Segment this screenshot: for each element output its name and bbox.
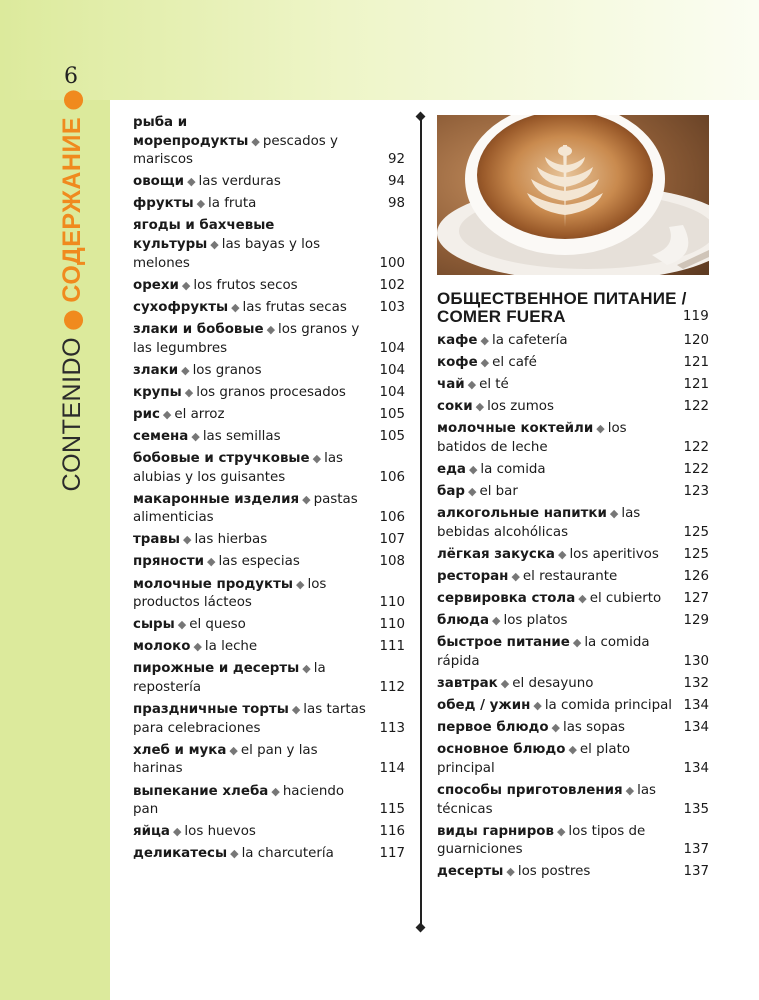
toc-entry-page: 134 bbox=[683, 760, 709, 776]
toc-entry-russian: десерты bbox=[437, 864, 504, 880]
toc-left-column bbox=[133, 114, 405, 867]
side-title-cyrillic: СОДЕРЖАНИЕ bbox=[58, 116, 86, 303]
toc-entry-spanish: el queso bbox=[189, 617, 246, 633]
bullet-dot-icon: ● bbox=[57, 308, 86, 331]
diamond-separator-icon: ◆ bbox=[511, 570, 520, 584]
toc-entry[interactable] bbox=[133, 742, 405, 779]
diamond-separator-icon: ◆ bbox=[468, 463, 478, 477]
toc-entry-spanish: la charcutería bbox=[241, 846, 334, 862]
toc-entry-spanish: los postres bbox=[517, 864, 591, 880]
toc-entry-page: 114 bbox=[379, 761, 405, 777]
toc-entry[interactable] bbox=[437, 332, 709, 351]
toc-entry-page: 104 bbox=[379, 384, 405, 400]
toc-entry-page: 120 bbox=[683, 333, 709, 348]
toc-entry-spanish: el desayuno bbox=[512, 676, 594, 691]
toc-entry-russian: ягоды и бахчевые культуры bbox=[133, 218, 275, 253]
diamond-separator-icon: ◆ bbox=[177, 618, 187, 632]
toc-entry-page: 110 bbox=[379, 617, 405, 633]
toc-entry-page: 104 bbox=[379, 362, 405, 378]
toc-entry[interactable] bbox=[437, 719, 709, 738]
toc-entry[interactable] bbox=[133, 701, 405, 738]
toc-entry-spanish: las técnicas bbox=[437, 782, 656, 817]
bullet-dot-icon: ● bbox=[57, 88, 86, 111]
toc-entry-page: 127 bbox=[683, 591, 709, 607]
diamond-separator-icon: ◆ bbox=[187, 175, 196, 189]
toc-entry-page: 111 bbox=[379, 639, 405, 655]
toc-entry-russian: ресторан bbox=[437, 569, 509, 585]
toc-entry[interactable] bbox=[133, 277, 405, 296]
toc-entry-page: 94 bbox=[387, 174, 405, 190]
toc-entry-russian: завтрак bbox=[437, 676, 498, 691]
toc-entry-russian: молочные продукты bbox=[133, 576, 293, 592]
toc-entry-russian: овощи bbox=[133, 174, 185, 190]
toc-entry-spanish: el restaurante bbox=[522, 569, 618, 585]
toc-entry-russian: яйца bbox=[133, 824, 170, 840]
diamond-separator-icon: ◆ bbox=[251, 134, 260, 148]
toc-entry-spanish: la comida principal bbox=[544, 698, 673, 714]
toc-entry-page: 137 bbox=[683, 842, 709, 858]
toc-right-column bbox=[437, 332, 709, 885]
page-number: 6 bbox=[64, 64, 78, 89]
toc-entry[interactable] bbox=[437, 461, 709, 480]
toc-entry-russian: пряности bbox=[133, 554, 204, 570]
toc-entry-spanish: la cafetería bbox=[491, 333, 568, 348]
toc-entry-russian: виды гарниров bbox=[437, 823, 554, 839]
toc-entry-russian: блюда bbox=[437, 613, 490, 629]
toc-entry[interactable] bbox=[133, 114, 405, 170]
toc-entry[interactable] bbox=[437, 634, 709, 671]
coffee-photo bbox=[437, 115, 709, 275]
toc-entry-spanish: las alubias y los guisantes bbox=[133, 451, 344, 485]
toc-entry-spanish: los huevos bbox=[184, 824, 256, 840]
toc-entry-page: 106 bbox=[379, 469, 405, 485]
diamond-separator-icon: ◆ bbox=[182, 533, 192, 547]
toc-entry-russian: орехи bbox=[133, 277, 179, 293]
toc-entry-spanish: los granos bbox=[192, 362, 262, 378]
toc-entry-russian: фрукты bbox=[133, 196, 194, 212]
toc-entry-russian: бар bbox=[437, 484, 465, 500]
diamond-separator-icon: ◆ bbox=[266, 322, 276, 336]
toc-entry[interactable] bbox=[437, 863, 709, 882]
toc-entry-page: 130 bbox=[683, 653, 709, 669]
toc-entry[interactable] bbox=[133, 195, 405, 214]
diamond-separator-icon: ◆ bbox=[551, 721, 560, 735]
diamond-separator-icon: ◆ bbox=[596, 422, 605, 436]
diamond-separator-icon: ◆ bbox=[291, 703, 301, 717]
toc-entry-spanish: la comida rápida bbox=[437, 635, 650, 669]
toc-entry-page: 132 bbox=[683, 676, 709, 691]
toc-entry-russian: пирожные и десерты bbox=[133, 661, 300, 677]
diamond-separator-icon: ◆ bbox=[191, 429, 200, 443]
toc-entry[interactable] bbox=[133, 217, 405, 273]
diamond-separator-icon: ◆ bbox=[196, 197, 206, 211]
toc-entry[interactable] bbox=[437, 398, 709, 417]
toc-entry-page: 121 bbox=[683, 355, 709, 371]
diamond-separator-icon: ◆ bbox=[578, 592, 587, 606]
toc-entry-page: 134 bbox=[683, 698, 709, 714]
diamond-separator-icon: ◆ bbox=[231, 300, 240, 314]
toc-entry-spanish: la repostería bbox=[133, 661, 326, 696]
diamond-separator-icon: ◆ bbox=[467, 485, 477, 499]
section-title-ru: ОБЩЕСТВЕННОЕ ПИТАНИЕ / bbox=[437, 289, 687, 308]
toc-entry-russian: макаронные изделия bbox=[133, 491, 300, 507]
toc-entry-spanish: el arroz bbox=[174, 406, 225, 422]
diamond-separator-icon: ◆ bbox=[506, 865, 515, 879]
toc-entry-page: 105 bbox=[379, 406, 405, 422]
toc-entry[interactable] bbox=[133, 845, 405, 864]
side-band bbox=[0, 100, 110, 1000]
diamond-separator-icon: ◆ bbox=[557, 547, 567, 561]
diamond-separator-icon: ◆ bbox=[533, 699, 542, 713]
toc-entry[interactable] bbox=[133, 660, 405, 697]
toc-entry-spanish: el cubierto bbox=[589, 591, 662, 607]
toc-entry-russian: злаки и бобовые bbox=[133, 321, 264, 337]
toc-entry-spanish: el plato principal bbox=[437, 742, 631, 776]
toc-entry-spanish: el té bbox=[479, 377, 509, 393]
toc-entry-page: 108 bbox=[379, 554, 405, 570]
toc-entry-spanish: haciendo pan bbox=[133, 783, 345, 818]
diamond-separator-icon: ◆ bbox=[312, 452, 322, 465]
diamond-separator-icon: ◆ bbox=[556, 824, 566, 838]
toc-entry[interactable] bbox=[437, 420, 709, 457]
toc-entry-spanish: las hierbas bbox=[194, 532, 268, 548]
toc-entry-russian: алкогольные напитки bbox=[437, 506, 607, 522]
toc-entry-spanish: la comida bbox=[480, 462, 546, 478]
diamond-separator-icon: ◆ bbox=[302, 662, 311, 676]
diamond-separator-icon: ◆ bbox=[492, 614, 501, 628]
diamond-separator-icon: ◆ bbox=[193, 640, 202, 654]
toc-entry-russian: основное блюдо bbox=[437, 742, 566, 758]
toc-entry-spanish: los batidos de leche bbox=[437, 421, 627, 455]
toc-entry-russian: праздничные торты bbox=[133, 702, 289, 718]
toc-entry-page: 122 bbox=[683, 439, 709, 455]
toc-entry[interactable] bbox=[133, 638, 405, 657]
diamond-separator-icon: ◆ bbox=[480, 334, 489, 347]
diamond-separator-icon: ◆ bbox=[480, 356, 490, 370]
diamond-separator-icon: ◆ bbox=[210, 238, 219, 252]
toc-entry-page: 107 bbox=[379, 532, 405, 548]
toc-entry-russian: рыба и морепродукты bbox=[133, 115, 249, 149]
toc-entry-spanish: pastas alimenticias bbox=[133, 491, 358, 526]
diamond-separator-icon: ◆ bbox=[568, 743, 577, 757]
toc-entry-spanish: la fruta bbox=[208, 196, 257, 212]
toc-entry[interactable] bbox=[437, 568, 709, 587]
toc-entry[interactable] bbox=[133, 531, 405, 550]
toc-entry[interactable] bbox=[133, 362, 405, 381]
toc-entry-russian: обед / ужин bbox=[437, 698, 531, 714]
toc-entry-spanish: el café bbox=[492, 355, 537, 371]
toc-entry[interactable] bbox=[133, 173, 405, 192]
diamond-separator-icon: ◆ bbox=[271, 784, 280, 798]
toc-entry-page: 100 bbox=[379, 255, 405, 271]
toc-entry[interactable] bbox=[133, 553, 405, 572]
toc-entry[interactable] bbox=[437, 483, 709, 502]
toc-entry-page: 121 bbox=[683, 377, 709, 393]
toc-entry-spanish: los productos lácteos bbox=[133, 576, 327, 611]
toc-entry-spanish: las bebidas alcohólicas bbox=[437, 506, 641, 540]
toc-entry[interactable] bbox=[437, 741, 709, 778]
diamond-separator-icon: ◆ bbox=[206, 555, 216, 569]
diamond-separator-icon: ◆ bbox=[609, 507, 619, 521]
diamond-separator-icon: ◆ bbox=[172, 825, 182, 839]
toc-entry-russian: способы приготовления bbox=[437, 782, 623, 798]
section-heading bbox=[437, 290, 709, 326]
toc-entry-russian: соки bbox=[437, 399, 473, 415]
toc-entry-page: 92 bbox=[387, 152, 405, 168]
toc-entry-russian: еда bbox=[437, 462, 466, 478]
side-title-latin: CONTENIDO bbox=[58, 336, 86, 492]
toc-entry-spanish: pescados y mariscos bbox=[133, 133, 338, 168]
toc-entry-russian: лёгкая закуска bbox=[437, 546, 555, 562]
toc-entry-russian: травы bbox=[133, 532, 180, 548]
toc-entry[interactable] bbox=[437, 697, 709, 716]
diamond-separator-icon: ◆ bbox=[302, 492, 311, 506]
toc-entry-russian: чай bbox=[437, 377, 465, 393]
toc-entry[interactable] bbox=[133, 321, 405, 358]
section-page-number: 119 bbox=[682, 309, 709, 324]
toc-entry[interactable] bbox=[133, 384, 405, 403]
toc-entry-spanish: la leche bbox=[204, 639, 258, 655]
toc-entry[interactable] bbox=[133, 576, 405, 613]
toc-entry-spanish: los granos y las legumbres bbox=[133, 321, 360, 356]
toc-entry[interactable] bbox=[133, 299, 405, 318]
toc-entry-page: 106 bbox=[379, 510, 405, 526]
toc-entry-page: 129 bbox=[683, 613, 709, 629]
header-band bbox=[0, 0, 759, 100]
toc-entry[interactable] bbox=[437, 354, 709, 373]
toc-entry-spanish: las frutas secas bbox=[242, 299, 347, 315]
diamond-separator-icon: ◆ bbox=[184, 385, 194, 399]
toc-entry-page: 115 bbox=[379, 802, 405, 818]
toc-entry-russian: бобовые и стручковые bbox=[133, 451, 310, 466]
toc-entry-spanish: las especias bbox=[218, 554, 300, 570]
toc-entry-page: 126 bbox=[683, 569, 709, 585]
toc-entry-russian: первое блюдо bbox=[437, 720, 549, 736]
toc-entry-russian: семена bbox=[133, 428, 189, 444]
toc-entry[interactable] bbox=[437, 782, 709, 819]
toc-entry-spanish: el bar bbox=[479, 484, 518, 500]
toc-entry-spanish: los aperitivos bbox=[569, 546, 659, 562]
diamond-separator-icon: ◆ bbox=[500, 677, 510, 690]
toc-entry[interactable] bbox=[133, 406, 405, 425]
diamond-separator-icon: ◆ bbox=[572, 636, 582, 650]
toc-entry-spanish: las tartas para celebraciones bbox=[133, 702, 366, 736]
toc-entry[interactable] bbox=[437, 675, 709, 694]
toc-entry-page: 112 bbox=[379, 680, 405, 696]
diamond-separator-icon: ◆ bbox=[467, 378, 477, 392]
toc-entry-russian: кафе bbox=[437, 333, 478, 348]
toc-entry-russian: кофе bbox=[437, 355, 478, 371]
toc-entry-russian: сыры bbox=[133, 617, 175, 633]
diamond-separator-icon: ◆ bbox=[296, 577, 305, 591]
diamond-separator-icon: ◆ bbox=[181, 278, 191, 292]
toc-entry-russian: выпекание хлеба bbox=[133, 783, 269, 799]
toc-entry[interactable] bbox=[133, 616, 405, 635]
diamond-separator-icon: ◆ bbox=[625, 783, 635, 797]
toc-entry-page: 103 bbox=[379, 299, 405, 315]
toc-entry-page: 135 bbox=[683, 801, 709, 817]
toc-entry-russian: крупы bbox=[133, 384, 182, 400]
toc-entry-russian: сухофрукты bbox=[133, 299, 229, 315]
diamond-separator-icon: ◆ bbox=[229, 743, 238, 757]
toc-entry-page: 102 bbox=[379, 277, 405, 293]
toc-entry-page: 125 bbox=[683, 524, 709, 540]
toc-entry-page: 137 bbox=[683, 864, 709, 880]
toc-entry[interactable] bbox=[437, 823, 709, 860]
diamond-separator-icon: ◆ bbox=[475, 400, 485, 414]
toc-entry-page: 113 bbox=[379, 720, 405, 736]
toc-entry[interactable] bbox=[133, 491, 405, 528]
toc-entry-russian: рис bbox=[133, 406, 160, 422]
toc-entry-page: 123 bbox=[683, 484, 709, 500]
toc-entry-spanish: los zumos bbox=[487, 399, 554, 415]
toc-entry-page: 104 bbox=[379, 340, 405, 356]
toc-entry[interactable] bbox=[133, 783, 405, 820]
toc-entry-page: 117 bbox=[379, 846, 405, 862]
toc-entry-page: 122 bbox=[683, 399, 709, 415]
toc-entry-spanish: las bayas y los melones bbox=[133, 237, 321, 271]
toc-entry-page: 122 bbox=[683, 462, 709, 478]
diamond-separator-icon: ◆ bbox=[230, 847, 239, 861]
toc-entry-spanish: las semillas bbox=[202, 428, 281, 444]
toc-entry-russian: быстрое питание bbox=[437, 635, 570, 651]
toc-entry[interactable] bbox=[437, 376, 709, 395]
toc-entry-page: 110 bbox=[379, 595, 405, 611]
toc-entry-spanish: los frutos secos bbox=[193, 277, 298, 293]
toc-entry-page: 134 bbox=[683, 720, 709, 736]
toc-entry-russian: сервировка стола bbox=[437, 591, 576, 607]
toc-entry-page: 116 bbox=[379, 824, 405, 840]
toc-entry-spanish: el pan y las harinas bbox=[133, 742, 318, 777]
toc-entry-spanish: los platos bbox=[503, 613, 568, 629]
diamond-separator-icon: ◆ bbox=[181, 363, 190, 377]
toc-entry-page: 125 bbox=[683, 546, 709, 562]
toc-entry-page: 105 bbox=[379, 428, 405, 444]
toc-entry-spanish: los granos procesados bbox=[196, 384, 346, 400]
toc-entry-russian: молоко bbox=[133, 639, 191, 655]
toc-entry[interactable] bbox=[437, 590, 709, 609]
toc-entry-spanish: las sopas bbox=[563, 720, 626, 736]
section-title-es: COMER FUERA bbox=[437, 307, 566, 326]
toc-entry[interactable] bbox=[437, 505, 709, 542]
column-divider bbox=[420, 116, 422, 928]
toc-entry-russian: молочные коктейли bbox=[437, 421, 594, 437]
toc-entry-page: 98 bbox=[387, 196, 405, 212]
toc-entry-spanish: las verduras bbox=[198, 174, 281, 190]
toc-entry[interactable] bbox=[133, 450, 405, 487]
diamond-separator-icon: ◆ bbox=[162, 407, 172, 421]
toc-entry-russian: злаки bbox=[133, 362, 179, 378]
toc-entry[interactable] bbox=[437, 546, 709, 565]
toc-entry-spanish: los tipos de guarniciones bbox=[437, 823, 646, 858]
toc-entry[interactable] bbox=[133, 428, 405, 447]
toc-entry[interactable] bbox=[437, 612, 709, 631]
toc-entry-russian: хлеб и мука bbox=[133, 742, 227, 758]
toc-entry-russian: деликатесы bbox=[133, 846, 228, 862]
toc-entry[interactable] bbox=[133, 823, 405, 842]
